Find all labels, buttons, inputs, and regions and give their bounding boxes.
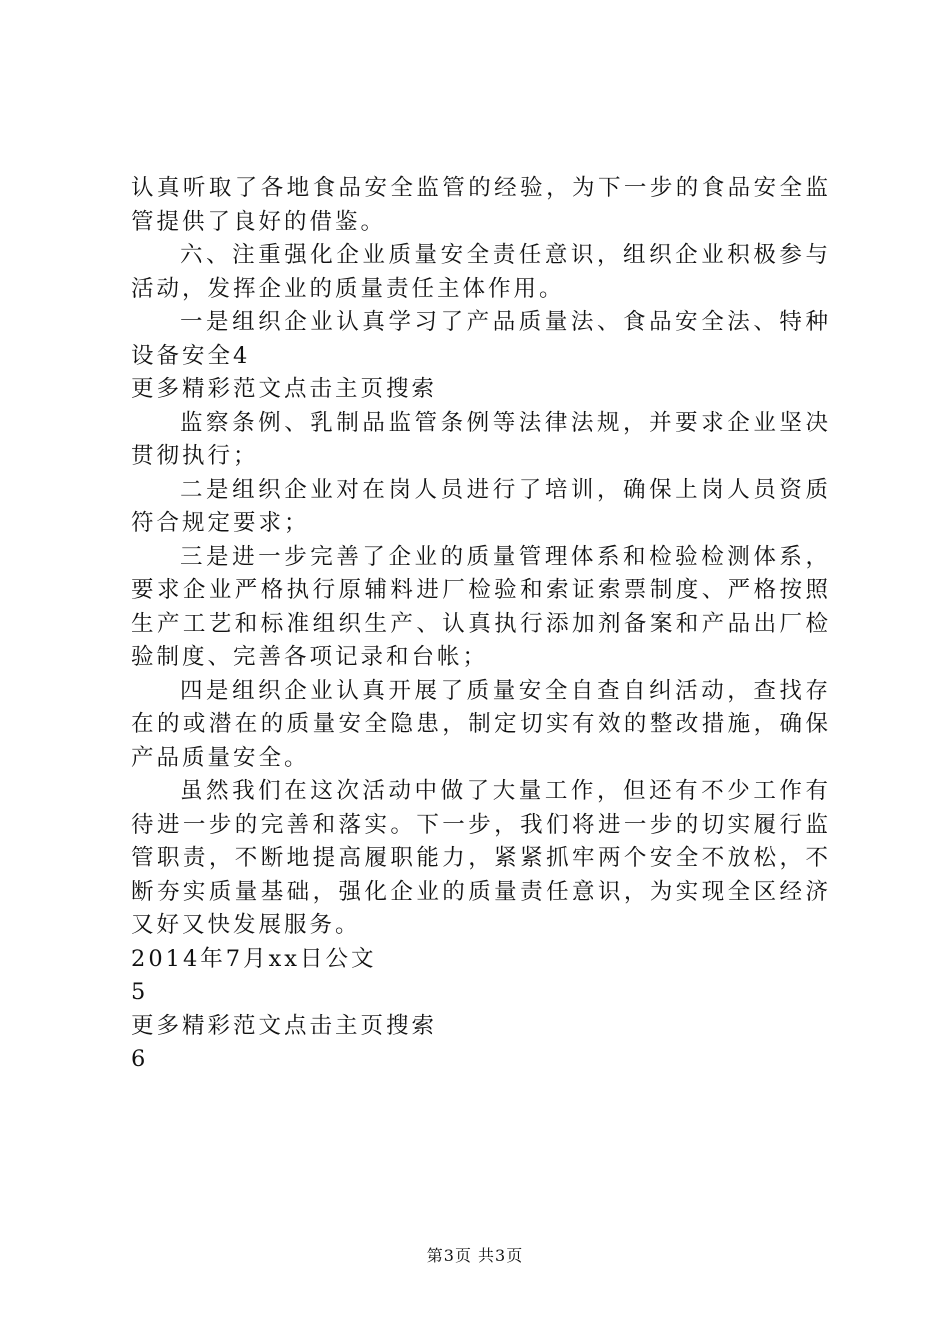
paragraph-1: 认真听取了各地食品安全监管的经验，为下一步的食品安全监管提供了良好的借鉴。 — [131, 175, 831, 235]
date-line: 2014年7月xx日公文 — [131, 945, 377, 972]
paragraph-4: 监察条例、乳制品监管条例等法律法规，并要求企业坚决贯彻执行； — [131, 409, 831, 469]
promo-line-1: 更多精彩范文点击主页搜索 — [131, 376, 438, 402]
document-body — [131, 172, 831, 1077]
paragraph-8: 虽然我们在这次活动中做了大量工作，但还有不少工作有待进一步的完善和落实。下一步，我们将进一步的切实履行监管职责，不断地提高履职能力，紧紧抓牢两个安全不放松，不断夯实质量基础，强化企业的质量责任意识，为实现全区经济又好又快发展服务。 — [131, 778, 831, 938]
paragraph-6: 三是进一步完善了企业的质量管理体系和检验检测体系，要求企业严格执行原辅料进厂检验和索证索票制度、严格按照生产工艺和标准组织生产、认真执行添加剂备案和产品出厂检验制度、完善各项记录和台帐； — [131, 543, 831, 670]
paragraph-3: 一是组织企业认真学习了产品质量法、食品安全法、特种设备安全4 — [131, 309, 831, 369]
paragraph-7: 四是组织企业认真开展了质量安全自查自纠活动，查找存在的或潜在的质量安全隐患，制定切实有效的整改措施，确保产品质量安全。 — [131, 677, 831, 771]
page-footer — [0, 1243, 950, 1266]
page-number-5: 5 — [131, 979, 149, 1005]
page-info: 第3页 共3页 — [426, 1246, 524, 1265]
page-number-6: 6 — [131, 1046, 149, 1072]
promo-line-2: 更多精彩范文点击主页搜索 — [131, 1012, 438, 1039]
paragraph-5: 二是组织企业对在岗人员进行了培训，确保上岗人员资质符合规定要求； — [131, 476, 831, 536]
paragraph-2: 六、注重强化企业质量安全责任意识，组织企业积极参与活动，发挥企业的质量责任主体作用。 — [131, 242, 831, 302]
